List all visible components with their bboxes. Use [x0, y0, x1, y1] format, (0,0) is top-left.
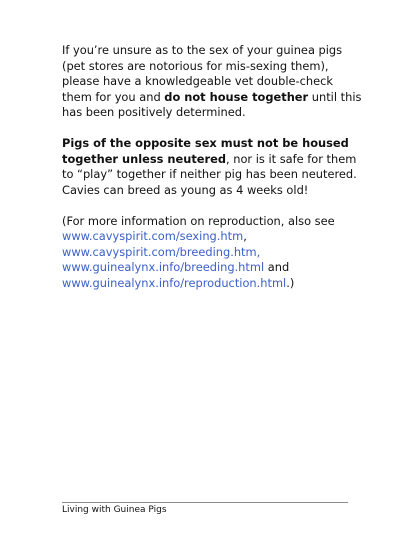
paragraph-text: until this has been positively determined.: [62, 89, 362, 119]
closing-text: .): [286, 275, 295, 290]
conjunction-text: and: [264, 260, 290, 274]
paragraph-more-info: [62, 214, 362, 292]
paragraph-text: , nor is it safe for them to “play” together if neither pig has been neutered. Cavies can breed as young as 4 weeks old!: [62, 151, 357, 197]
bold-warning: do not house together: [164, 89, 309, 104]
page-content: [62, 43, 362, 306]
bold-warning: Pigs of the opposite sex must not be housed together unless neutered: [62, 136, 349, 166]
paragraph-text: (For more information on reproduction, also see: [62, 213, 335, 228]
paragraph-text: If you’re unsure as to the sex of your guinea pigs (pet stores are notorious for mis-sexing them), please have a knowledgeable vet double-check them for you and: [62, 43, 343, 104]
paragraph-sexing-advice: [62, 43, 362, 121]
link-guinealynx-breeding[interactable]: www.guinealynx.info/breeding.html: [62, 260, 265, 274]
link-cavyspirit-sexing[interactable]: www.cavyspirit.com/sexing.htm: [62, 229, 244, 243]
separator-text: ,: [243, 229, 247, 243]
link-guinealynx-reproduction[interactable]: www.guinealynx.info/reproduction.html: [62, 275, 287, 290]
link-cavyspirit-breeding[interactable]: www.cavyspirit.com/breeding.htm,: [62, 244, 261, 259]
paragraph-housing-warning: [62, 136, 362, 198]
footer-title: Living with Guinea Pigs: [62, 505, 167, 515]
footer-divider: [62, 502, 348, 503]
